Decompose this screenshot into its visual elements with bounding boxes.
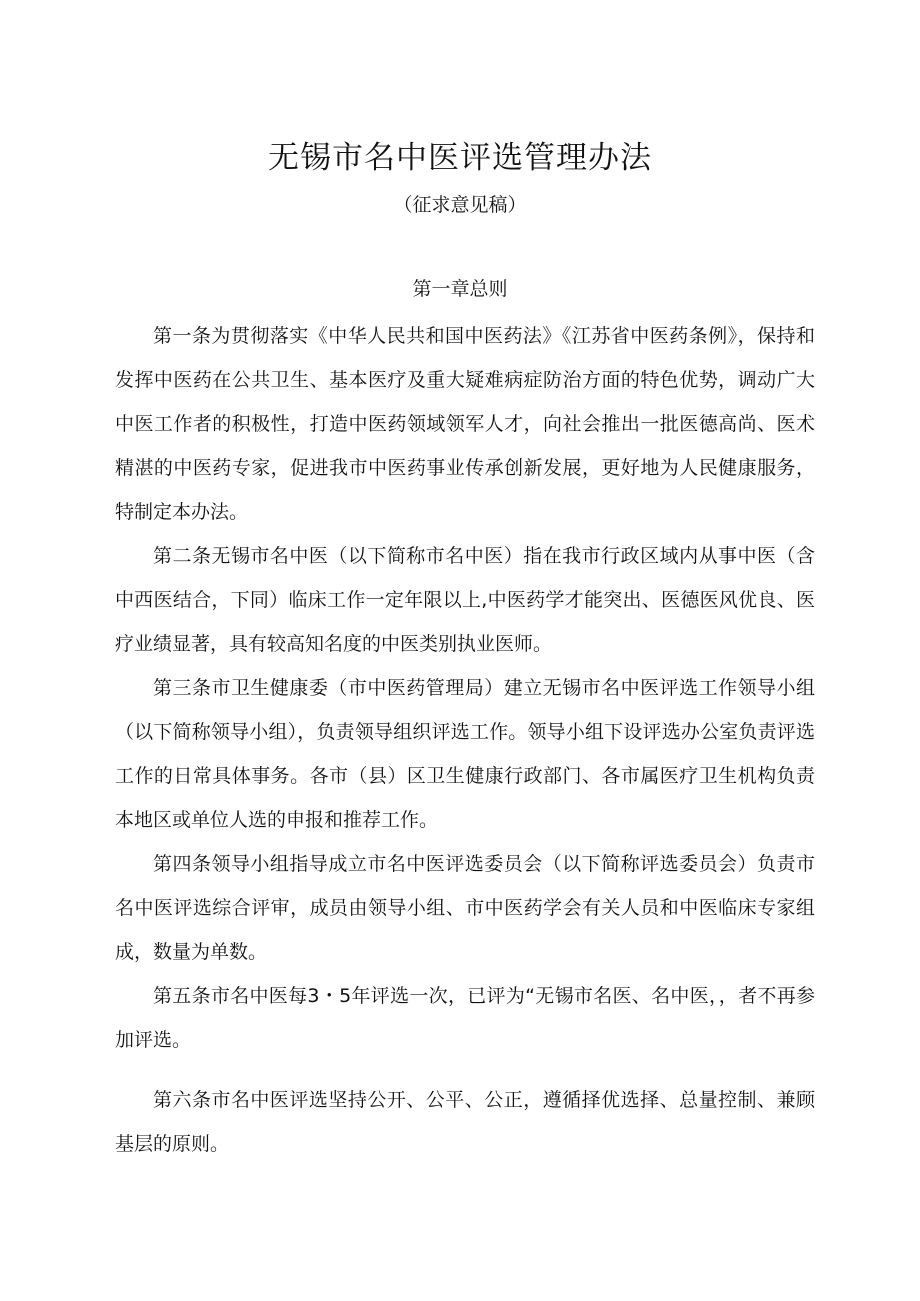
document-body [115, 314, 815, 1166]
chapter-heading: 第一章总则 [412, 278, 508, 300]
article-6: 第六条市名中医评选坚持公开、公平、公正，遵循择优选择、总量控制、兼顾基层的原则。 [115, 1089, 815, 1155]
article-2: 第二条无锡市名中医（以下简称市名中医）指在我市行政区域内从事中医（含中西医结合，下同）临床工作一定年限以上,中医药学才能突出、医德医风优良、医疗业绩显著，具有较高知名度的中医类别执业医师。 [115, 545, 815, 655]
document-title: 无锡市名中医评选管理办法 [268, 140, 652, 176]
article-1: 第一条为贯彻落实《中华人民共和国中医药法》《江苏省中医药条例》，保持和发挥中医药在公共卫生、基本医疗及重大疑难病症防治方面的特色优势，调动广大中医工作者的积极性，打造中医药领域领军人才，向社会推出一批医德高尚、医术精湛的中医药专家，促进我市中医药事业传承创新发展，更好地为人民健康服务，特制定本办法。 [115, 325, 815, 523]
document-subtitle: （征求意见稿） [393, 194, 527, 216]
article-5: 第五条市名中医每3・5年评选一次，已评为“无锡市名医、名中医，，者不再参加评选。 [115, 985, 815, 1051]
article-3: 第三条市卫生健康委（市中医药管理局）建立无锡市名中医评选工作领导小组（以下简称领导小组），负责领导组织评选工作。领导小组下设评选办公室负责评选工作的日常具体事务。各市（县）区卫生健康行政部门、各市属医疗卫生机构负责本地区或单位人选的申报和推荐工作。 [115, 677, 815, 831]
article-4: 第四条领导小组指导成立市名中医评选委员会（以下简称评选委员会）负责市名中医评选综合评审，成员由领导小组、市中医药学会有关人员和中医临床专家组成，数量为单数。 [115, 853, 815, 963]
